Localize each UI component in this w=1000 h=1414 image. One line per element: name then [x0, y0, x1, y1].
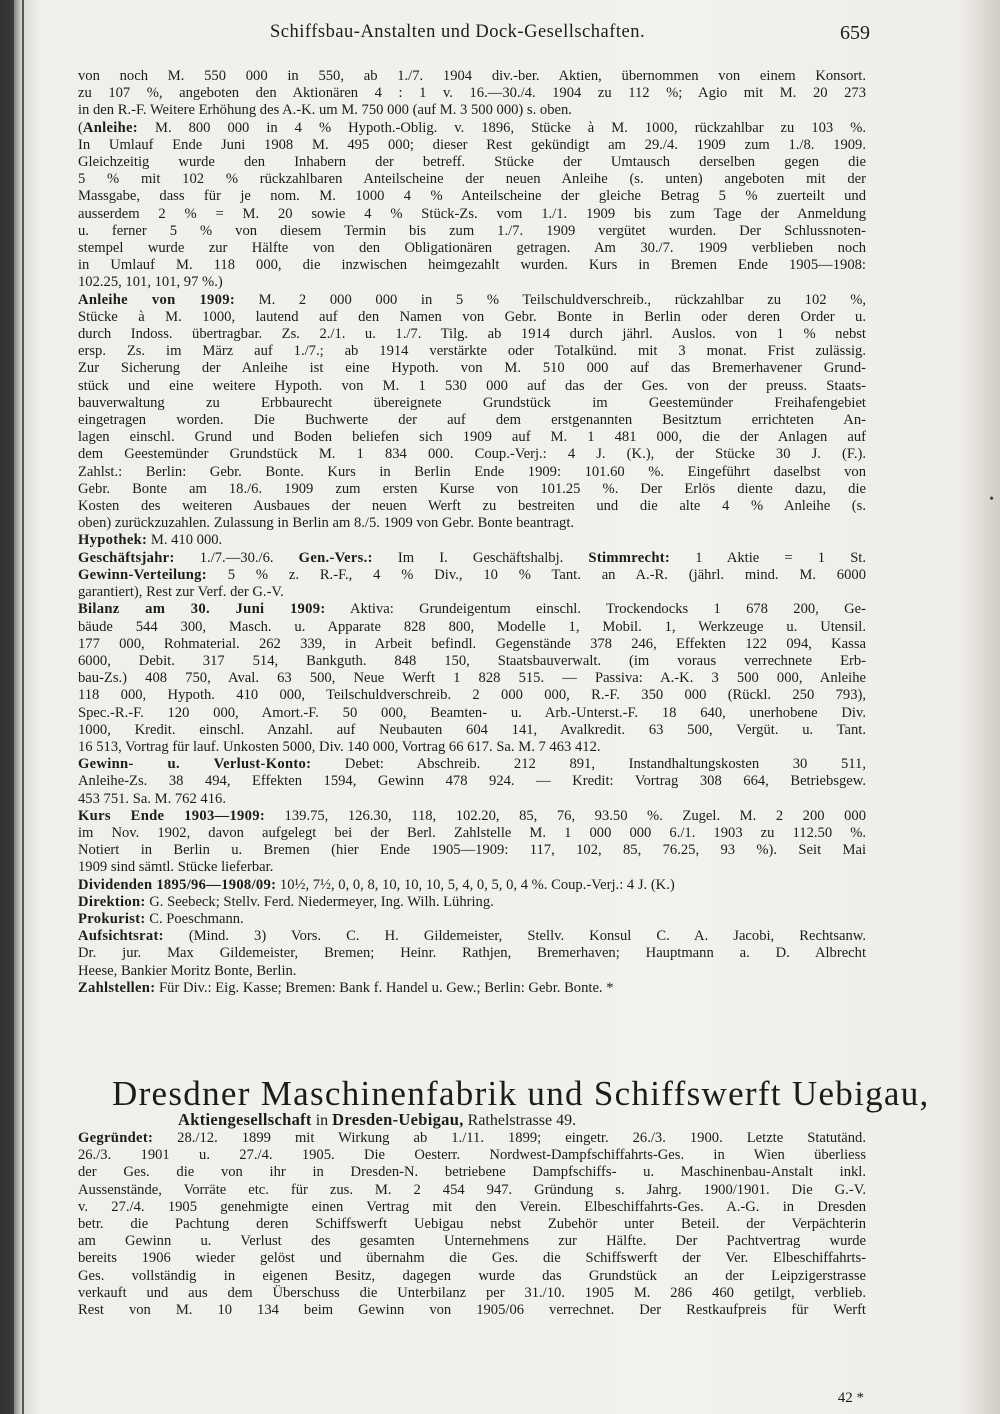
- section-label: Aufsichtsrat:: [78, 928, 164, 945]
- text-line: [78, 171, 866, 188]
- text-run: bauverwaltung zu Erbbaurecht übereignete Grundstück im Geestemünder Freihafengebiet: [78, 394, 866, 411]
- text-run: v. 27./4. 1905 genehmigte einen Vertrag mit den Verein. Elbeschiffahrts-Ges. A.-G. in Dresden: [78, 1198, 866, 1215]
- section-label: Zahlstellen:: [78, 979, 156, 996]
- text-line: [78, 636, 866, 653]
- section-label: Anleihe:: [82, 119, 138, 136]
- text-line: [78, 378, 866, 395]
- text-run: in Umlauf M. 118 000, die inzwischen heimgezahlt wurden. Kurs in Bremen Ende 1905—1908:: [78, 257, 866, 274]
- text-line: [78, 601, 866, 618]
- text-run: Gebr. Bonte am 18./6. 1909 zum ersten Kurse von 101.25 %. Der Erlös diente dazu, die: [78, 480, 866, 497]
- text-line: [78, 963, 866, 980]
- text-line: [78, 360, 866, 377]
- text-line: [78, 705, 866, 722]
- text-run: Kosten des weiteren Ausbaues der neuen Werft zu bestreiten und die alte 4 % Anleihe (s.: [78, 498, 866, 515]
- text-run: M. 2 000 000 in 5 % Teilschuldverschreib., rückzahlbar zu 102 %,: [235, 291, 866, 308]
- text-line: [78, 1199, 866, 1216]
- section-label: Bilanz am 30. Juni 1909:: [78, 601, 326, 618]
- header-title: Schiffsbau-Anstalten und Dock-Gesellschaften.: [270, 22, 646, 42]
- text-run: im Nov. 1902, davon aufgelegt bei der Berl. Zahlstelle M. 1 000 000 6./1. 1903 zu 112.50 %.: [78, 824, 866, 841]
- text-run: betr. die Pachtung deren Schiffswerft Uebigau nebst Zubehör unter Beteil. der Verpächterin: [78, 1216, 866, 1233]
- text-line: [78, 257, 866, 274]
- text-run: 10½, 7½, 0, 0, 8, 10, 10, 10, 5, 4, 0, 5, 0, 4 %. Coup.-Verj.: 4 J. (K.): [276, 876, 675, 893]
- text-line: [78, 464, 866, 481]
- text-run: ersp. Zs. im März auf 1./7.; ab 1914 verstärkte oder Totalkünd. mit 3 monat. Frist zulässig.: [78, 343, 866, 360]
- text-line: [78, 825, 866, 842]
- company-in: in: [311, 1112, 333, 1129]
- text-line: [78, 309, 866, 326]
- margin-dot: •: [989, 492, 994, 507]
- text-line: [78, 429, 866, 446]
- text-run: bäude 544 300, Masch. u. Apparate 828 800, Modelle 1, Mobil. 1, Werkzeuge u. Utensil.: [78, 618, 866, 635]
- text-line: [78, 859, 866, 876]
- text-line: [78, 1285, 866, 1302]
- main-text-block: [78, 68, 866, 997]
- text-run: der Ges. die von ihr in Dresden-N. betriebene Dampfschiffs- u. Maschinenbau-Anstalt inkl.: [78, 1164, 866, 1181]
- text-line: [78, 1250, 866, 1267]
- section-label: Gegründet:: [78, 1130, 154, 1146]
- text-line: [78, 687, 866, 704]
- company-type: Aktiengesellschaft: [178, 1110, 312, 1129]
- running-header: [80, 22, 870, 52]
- text-run: Massgabe, dass für je nom. M. 1000 4 % Anteilscheine der gleiche Betrag 5 % zuerteilt und: [78, 188, 866, 205]
- text-run: Dr. jur. Max Gildemeister, Bremen; Heinr. Rathjen, Bremerhaven; Hauptmann a. D. Albrecht: [78, 945, 866, 962]
- section-label: Gen.-Vers.:: [298, 549, 373, 566]
- text-line: [78, 584, 866, 601]
- text-run: Spec.-R.-F. 120 000, Amort.-F. 50 000, Beamten- u. Arb.-Unterst.-F. 18 640, unerhobene Div.: [78, 704, 866, 721]
- text-line: [78, 515, 866, 532]
- text-line: [78, 550, 866, 567]
- text-run: Zur Sicherung der Anleihe ist eine Hypoth. von M. 510 000 auf das Bremerhavener Grund-: [78, 360, 866, 377]
- text-line: [78, 532, 866, 549]
- text-run: 1000, Kredit. einschl. Anzahl. auf Neubauten 604 141, Avalkredit. 63 500, Vergüt. u. Tant.: [78, 721, 866, 738]
- text-line: [78, 206, 866, 223]
- text-line: [78, 773, 866, 790]
- text-run: lagen einschl. Grund und Boden beliefen sich 1909 auf M. 1 481 000, die der Anlagen auf: [78, 429, 866, 446]
- text-run: von noch M. 550 000 in 550, ab 1./7. 1904 div.-ber. Aktien, übernommen von einem Konsort.: [78, 68, 866, 84]
- text-run: stück und eine weitere Hypoth. von M. 1 530 000 auf das der Ges. von der preuss. Staats-: [78, 377, 866, 394]
- text-run: G. Seebeck; Stellv. Ferd. Niedermeyer, Ing. Wilh. Lühring.: [145, 893, 494, 910]
- text-line: [78, 68, 866, 85]
- text-run: Aktiva: Grundeigentum einschl. Trockendocks 1 678 200, Ge-: [325, 601, 866, 618]
- text-line: [78, 653, 866, 670]
- text-run: 102.25, 101, 101, 97 %.): [78, 274, 223, 291]
- text-run: Zahlst.: Berlin: Gebr. Bonte. Kurs in Berlin Ende 1909: 101.60 %. Eingeführt daselbst von: [78, 463, 866, 480]
- text-line: [78, 894, 866, 911]
- text-line: [78, 446, 866, 463]
- text-run: Aussenstände, Vorräte etc. für zus. M. 2 454 947. Gründung s. Jahrg. 1900/1901. Die G.-V.: [78, 1181, 866, 1198]
- text-line: [78, 1216, 866, 1233]
- text-run: C. Poeschmann.: [145, 910, 244, 927]
- text-line: [78, 223, 866, 240]
- text-run: 28./12. 1899 mit Wirkung ab 1./11. 1899; eingetr. 26./3. 1900. Letzte Statutänd.: [153, 1130, 866, 1146]
- text-run: Für Div.: Eig. Kasse; Bremen: Bank f. Handel u. Gew.; Berlin: Gebr. Bonte. *: [155, 979, 614, 996]
- text-run: 6000, Debit. 317 514, Bankguth. 848 150, Staatsbauverwalt. (im voraus verrechnete Erb-: [78, 652, 866, 669]
- section-label: Hypothek:: [78, 532, 148, 549]
- second-text-block: [78, 1130, 866, 1319]
- signature-mark: 42 *: [837, 1390, 864, 1406]
- text-run: u. ferner 5 % von diesem Termin bis zum 1./7. 1909 vergütet wurden. Der Schlussnoten-: [78, 222, 866, 239]
- text-run: M. 410 000.: [147, 532, 223, 549]
- text-line: [78, 1302, 866, 1319]
- text-run: in den R.-F. Weitere Erhöhung des A.-K. um M. 750 000 (auf M. 3 500 000) s. oben.: [78, 102, 572, 119]
- text-run: garantiert), Rest zur Verf. der G.-V.: [78, 584, 284, 601]
- text-line: [78, 980, 866, 997]
- text-line: [78, 1147, 866, 1164]
- text-run: Notiert in Berlin u. Bremen (hier Ende 1905—1909: 117, 102, 85, 76.25, 93 %). Seit Mai: [78, 842, 866, 859]
- text-run: (: [78, 119, 83, 136]
- text-run: oben) zurückzuzahlen. Zulassung in Berlin am 8./5. 1909 von Gebr. Bonte beantragt.: [78, 515, 575, 532]
- text-run: 1./7.—30./6.: [174, 549, 299, 566]
- text-run: Ges. vollständig in eigenen Besitz, dagegen wurde das Grundstück an der Leipzigerstrasse: [78, 1267, 866, 1284]
- text-line: [78, 791, 866, 808]
- text-run: stempel wurde zur Hälfte von den Obligationären getragen. Am 30./7. 1909 verblieben noch: [78, 240, 866, 257]
- text-run: eingetragen worden. Die Buchwerte der auf dem erstgenannten Besitztum errichteten An-: [78, 412, 866, 429]
- text-line: [78, 1233, 866, 1250]
- page-number: 659: [840, 22, 870, 44]
- text-run: Heese, Bankier Moritz Bonte, Berlin.: [78, 962, 297, 979]
- text-line: [78, 756, 866, 773]
- section-label: Prokurist:: [78, 910, 146, 927]
- text-run: 1 Aktie = 1 St.: [670, 549, 866, 566]
- text-line: [78, 619, 866, 636]
- text-run: ausserdem 2 % = M. 20 sowie 4 % Stück-Zs. vom 1./1. 1909 bis zum Tage der Anmeldung: [78, 205, 866, 222]
- text-run: 26./3. 1901 u. 27./4. 1905. Die Oesterr. Nordwest-Dampfschiffahrts-Ges. in Wien überliess: [78, 1147, 866, 1164]
- text-run: 139.75, 126.30, 118, 102.20, 85, 76, 93.50 %. Zugel. M. 2 200 000: [265, 807, 866, 824]
- text-line: [78, 567, 866, 584]
- text-run: dem Geestemünder Grundstück M. 1 834 000. Coup.-Verj.: 4 J. (K.), der Stücke 30 J. (F.).: [78, 446, 866, 463]
- text-line: [78, 877, 866, 894]
- section-label: Stimmrecht:: [588, 549, 671, 566]
- section-label: Dividenden 1895/96—1908/09:: [78, 876, 277, 893]
- company-place: Dresden-Uebigau,: [332, 1110, 464, 1129]
- text-run: 5 % z. R.-F., 4 % Div., 10 % Tant. an A.-R. (jährl. mind. M. 6000: [206, 566, 866, 583]
- text-line: [78, 808, 866, 825]
- text-line: [78, 1268, 866, 1285]
- section-label: Geschäftsjahr:: [78, 549, 175, 566]
- text-run: M. 800 000 in 4 % Hypoth.-Oblig. v. 1896, Stücke à M. 1000, rückzahlbar zu 103 %.: [137, 119, 866, 136]
- text-line: [78, 240, 866, 257]
- text-run: Debet: Abschreib. 212 891, Instandhaltungskosten 30 511,: [311, 756, 866, 773]
- text-line: [78, 1164, 866, 1181]
- text-run: Im I. Geschäftshalbj.: [372, 549, 589, 566]
- text-line: [78, 481, 866, 498]
- text-line: [78, 911, 866, 928]
- text-run: Stücke à M. 1000, lautend auf den Namen von Gebr. Bonte in Berlin oder deren Order u.: [78, 308, 866, 325]
- text-run: Rest von M. 10 134 beim Gewinn von 1905/06 verrechnet. Der Restkaufpreis für Werft: [78, 1302, 866, 1319]
- text-run: zu 107 %, angeboten den Aktionären 4 : 1 v. 16.—30./4. 1904 zu 112 %; Agio mit M. 20 273: [78, 85, 866, 102]
- text-line: [78, 274, 866, 291]
- text-run: 5 % mit 102 % rückzahlbaren Anteilscheine der neuen Anleihe (s. unten) angeboten mit der: [78, 171, 866, 188]
- text-line: [78, 1182, 866, 1199]
- text-line: [78, 1130, 866, 1147]
- text-run: Anleihe-Zs. 38 494, Effekten 1594, Gewinn 478 924. — Kredit: Vortrag 308 664, Betriebsgew.: [78, 773, 866, 790]
- section-label: Gewinn-Verteilung:: [78, 566, 207, 583]
- text-line: [78, 326, 866, 343]
- text-run: (Mind. 3) Vors. C. H. Gildemeister, Stellv. Konsul C. A. Jacobi, Rechtsanw.: [163, 928, 866, 945]
- text-line: [78, 395, 866, 412]
- text-line: [78, 945, 866, 962]
- text-line: [78, 739, 866, 756]
- text-line: [78, 498, 866, 515]
- text-run: durch Indoss. übertragbar. Zs. 2./1. u. 1./7. Tilg. ab 1914 durch jährl. Auslos. von 1 % nebst: [78, 326, 866, 343]
- section-label: Direktion:: [78, 893, 146, 910]
- text-run: In Umlauf Ende Juni 1908 M. 495 000; dieser Rest gekündigt am 29./4. 1909 zum 1./8. 1909.: [78, 136, 866, 153]
- text-line: [78, 343, 866, 360]
- company-street: Rathelstrasse 49.: [463, 1112, 577, 1129]
- text-line: [78, 102, 866, 119]
- text-run: bau-Zs.) 408 750, Aval. 63 500, Neue Werft 1 828 515. — Passiva: A.-K. 3 500 000, Anleihe: [78, 670, 866, 687]
- text-line: [78, 292, 866, 309]
- section-label: Gewinn- u. Verlust-Konto:: [78, 756, 312, 773]
- text-run: 177 000, Rohmaterial. 262 339, in Arbeit befindl. Gegenstände 378 246, Effekten 122 094, Kassa: [78, 635, 866, 652]
- text-line: [78, 412, 866, 429]
- company-subheading: [178, 1110, 798, 1131]
- text-run: bereits 1906 wieder gelöst und übernahm die Ges. die Schiffswerft der Ver. Elbeschiffahrts-: [78, 1250, 866, 1267]
- text-line: [78, 842, 866, 859]
- text-line: [78, 154, 866, 171]
- text-run: 1909 sind sämtl. Stücke lieferbar.: [78, 859, 274, 876]
- text-line: [78, 188, 866, 205]
- text-run: am Gewinn u. Verlust des gesamten Unternehmens zur Hälfte. Der Pachtvertrag wurde: [78, 1233, 866, 1250]
- text-run: 16 513, Vortrag für lauf. Unkosten 5000, Div. 140 000, Vortrag 66 617. Sa. M. 7 463 412.: [78, 738, 601, 755]
- text-line: [78, 137, 866, 154]
- section-label: Anleihe von 1909:: [78, 291, 235, 308]
- text-line: [78, 670, 866, 687]
- text-line: [78, 928, 866, 945]
- text-run: Gleichzeitig wurde den Inhabern der betreff. Stücke der Umtausch derselben gegen die: [78, 154, 866, 171]
- text-line: [78, 722, 866, 739]
- text-run: 118 000, Hypoth. 410 000, Teilschuldverschreib. 2 000 000, R.-F. 350 000 (Rückl. 250 793),: [78, 687, 866, 704]
- company-heading: Dresdner Maschinenfabrik und Schiffswerft Uebigau,: [112, 1074, 930, 1113]
- section-label: Kurs Ende 1903—1909:: [78, 807, 265, 824]
- text-line: [78, 85, 866, 102]
- text-run: 453 751. Sa. M. 762 416.: [78, 790, 226, 807]
- binding-edge: [22, 0, 24, 1414]
- binding-shadow: [0, 0, 14, 1414]
- text-line: [78, 120, 866, 137]
- text-run: verkauft und aus dem Überschuss die Unterbilanz per 31./10. 1905 M. 286 460 getilgt, verblieb.: [78, 1284, 866, 1301]
